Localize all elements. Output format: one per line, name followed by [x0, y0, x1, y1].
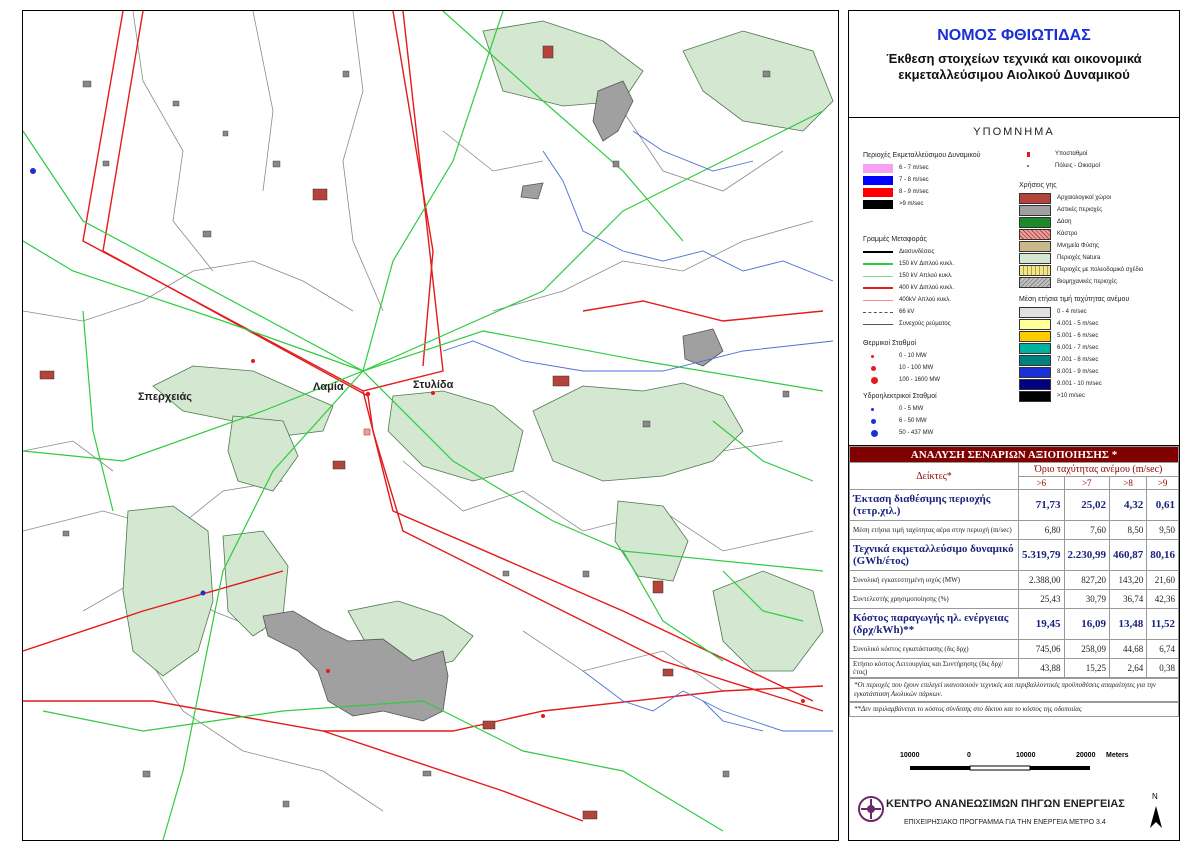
- dot-swatch: [1019, 165, 1049, 167]
- scale-bar: [870, 752, 1170, 786]
- legend-label: Διασυνδέσεις: [899, 249, 935, 255]
- legend-label: 150 kV Διπλού κυκλ.: [899, 261, 954, 267]
- town-label: Λαμία: [313, 381, 344, 393]
- legend-label: Περιοχές με πολεοδομικό σχέδιο: [1057, 267, 1144, 273]
- dot-swatch: [863, 355, 893, 358]
- line-swatch: [863, 300, 893, 301]
- swatch: [1019, 193, 1051, 204]
- dot-swatch: [863, 377, 893, 384]
- line-swatch: [863, 312, 893, 313]
- swatch: [1019, 205, 1051, 216]
- row-label: Τεχνικά εκμεταλλεύσιμο δυναμικό (GWh/έτος): [850, 540, 1019, 571]
- legend-hydro: [863, 393, 937, 439]
- legend-caption: Χρήσεις γης: [1019, 182, 1057, 189]
- legend-label: 4.001 - 5 m/sec: [1057, 321, 1099, 327]
- legend-row: [863, 306, 954, 318]
- scale-unit: Meters: [1106, 752, 1129, 759]
- legend-row: [863, 403, 937, 415]
- scale-label: 20000: [1076, 752, 1096, 759]
- line-swatch: [863, 251, 893, 253]
- legend-caption: Περιοχές Εκμεταλλεύσιμου Δυναμικού: [863, 152, 981, 159]
- legend-label: Περιοχές Natura: [1057, 255, 1101, 261]
- cell-value: 745,06: [1019, 640, 1065, 659]
- swatch: [1019, 331, 1051, 342]
- legend-row: [863, 162, 980, 174]
- legend-label: 66 kV: [899, 309, 915, 315]
- legend-title: ΥΠΟΜΝΗΜΑ: [973, 126, 1055, 138]
- legend-row: [1019, 204, 1143, 216]
- legend-label: Κάστρο: [1057, 231, 1078, 237]
- cell-value: 460,87: [1110, 540, 1147, 571]
- dot-swatch: [863, 408, 893, 411]
- legend-label: Αρχαιολογικοί χώροι: [1057, 195, 1112, 201]
- legend-caption: Γραμμές Μεταφοράς: [863, 236, 927, 243]
- legend-label: >9 m/sec: [899, 201, 924, 207]
- legend-wind-areas: [863, 152, 980, 210]
- swatch: [863, 188, 893, 197]
- legend-row: [1019, 192, 1143, 204]
- legend-label: Υποσταθμοί: [1055, 151, 1088, 157]
- swatch: [1019, 319, 1051, 330]
- legend-row: [1019, 252, 1143, 264]
- table-row: [850, 521, 1179, 540]
- cell-value: 4,32: [1110, 490, 1147, 521]
- scenario-table: [849, 446, 1179, 678]
- legend-label: 9.001 - 10 m/sec: [1057, 381, 1102, 387]
- legend-row: [1019, 276, 1143, 288]
- legend-row: [863, 174, 980, 186]
- legend-row: [863, 258, 954, 270]
- swatch: [1019, 307, 1051, 318]
- cell-value: 5.319,79: [1019, 540, 1065, 571]
- legend-land-use: [1019, 182, 1143, 288]
- cell-value: 30,79: [1064, 590, 1110, 609]
- footnote-2: **Δεν περιλαμβάνεται το κόστος σύνδεσης στο δίκτυο και το κόστος της οδοποιίας: [849, 702, 1179, 717]
- swatch: [1019, 265, 1051, 276]
- legend-row: [863, 415, 937, 427]
- legend-label: 0 - 5 MW: [899, 406, 924, 412]
- row-label: Συνολική εγκατεστημένη ισχύς (MW): [850, 571, 1019, 590]
- row-label: Μέση ετήσια τιμή ταχύτητας αέρα στην περιοχή (m/sec): [850, 521, 1019, 540]
- legend-row: [1019, 330, 1129, 342]
- castle-marker: [364, 429, 370, 435]
- table-title: ΑΝΑΛΥΣΗ ΣΕΝΑΡΙΩΝ ΑΞΙΟΠΟΙΗΣΗΣ *: [850, 447, 1179, 463]
- legend-row: [1019, 390, 1129, 402]
- dot-swatch: [863, 430, 893, 437]
- swatch: [863, 164, 893, 173]
- legend-row: [863, 198, 980, 210]
- legend-mean-speed: [1019, 296, 1129, 402]
- line-swatch: [863, 263, 893, 265]
- legend-transmission: [863, 236, 954, 330]
- legend-label: 6 - 7 m/sec: [899, 165, 929, 171]
- town-label: Στυλίδα: [413, 379, 454, 391]
- analysis-table: [849, 446, 1179, 717]
- legend-label: >10 m/sec: [1057, 393, 1085, 399]
- line-swatch: [863, 287, 893, 289]
- map-canvas: [23, 11, 838, 840]
- col-indicator-header: Δείκτες*: [850, 463, 1019, 490]
- swatch: [1019, 253, 1051, 264]
- cell-value: 827,20: [1064, 571, 1110, 590]
- town-label: Σπερχειάς: [138, 391, 192, 403]
- table-row: [850, 490, 1179, 521]
- legend-row: [863, 350, 940, 362]
- legend-row: [1019, 378, 1129, 390]
- cell-value: 6,74: [1147, 640, 1179, 659]
- footer: [848, 790, 1178, 839]
- legend-label: Βιομηχανικές περιοχές: [1057, 279, 1117, 285]
- cell-value: 2.388,00: [1019, 571, 1065, 590]
- col-limit-header: Όριο ταχύτητας ανέμου (m/sec): [1019, 463, 1179, 477]
- legend-row: [863, 270, 954, 282]
- cell-value: 2.230,99: [1064, 540, 1110, 571]
- swatch: [1019, 391, 1051, 402]
- legend-label: 50 - 437 MW: [899, 430, 934, 436]
- legend-row: [1019, 216, 1143, 228]
- row-label: Συντελεστής χρησιμοποίησης (%): [850, 590, 1019, 609]
- page-title: ΝΟΜΟΣ ΦΘΙΩΤΙΔΑΣ: [937, 27, 1091, 44]
- swatch: [1019, 241, 1051, 252]
- legend-label: Μνημεία Φύσης: [1057, 243, 1099, 249]
- cell-value: 7,60: [1064, 521, 1110, 540]
- legend-row: [863, 374, 940, 386]
- legend-points: [1019, 148, 1100, 172]
- cell-value: 43,88: [1019, 659, 1065, 678]
- legend-label: 6.001 - 7 m/sec: [1057, 345, 1099, 351]
- page-subtitle: Έκθεση στοιχείων τεχνικά και οικονομικά εκμεταλλεύσιμου Αιολικού Δυναμικού: [886, 51, 1142, 82]
- title-block: [849, 11, 1179, 118]
- cell-value: 258,09: [1064, 640, 1110, 659]
- legend-caption: Θερμικοί Σταθμοί: [863, 340, 917, 347]
- legend-label: 10 - 100 MW: [899, 365, 934, 371]
- info-panel: [848, 10, 1180, 841]
- program-name: ΕΠΙΧΕΙΡΗΣΙΑΚΟ ΠΡΟΓΡΑΜΜΑ ΓΙΑ ΤΗΝ ΕΝΕΡΓΕΙΑ ΜΕΤΡΟ 3.4: [904, 819, 1106, 826]
- row-label: Έκταση διαθέσιμης περιοχής (τετρ.χιλ.): [850, 490, 1019, 521]
- dot-swatch: [863, 366, 893, 371]
- legend-label: 6 - 50 MW: [899, 418, 927, 424]
- cell-value: 6,80: [1019, 521, 1065, 540]
- scale-label: 10000: [900, 752, 920, 759]
- legend-label: Δάση: [1057, 219, 1072, 225]
- legend-row: [1019, 318, 1129, 330]
- legend-label: 100 - 1600 MW: [899, 377, 941, 383]
- legend-caption: Υδροηλεκτρικοί Σταθμοί: [863, 393, 937, 400]
- legend-label: Αστικές περιοχές: [1057, 207, 1103, 213]
- threshold-header: >8: [1110, 477, 1147, 490]
- legend-label: 5.001 - 6 m/sec: [1057, 333, 1099, 339]
- legend-label: 8.001 - 9 m/sec: [1057, 369, 1099, 375]
- threshold-header: >7: [1064, 477, 1110, 490]
- scale-label: 10000: [1016, 752, 1036, 759]
- cell-value: 42,36: [1147, 590, 1179, 609]
- north-label: N: [1152, 792, 1158, 801]
- cell-value: 8,50: [1110, 521, 1147, 540]
- legend-label: 150 kV Απλού κυκλ.: [899, 273, 953, 279]
- dot-swatch: [1019, 152, 1049, 157]
- threshold-header: >9: [1147, 477, 1179, 490]
- legend: [849, 118, 1179, 446]
- legend-label: 0 - 4 m/sec: [1057, 309, 1087, 315]
- legend-row: [1019, 228, 1143, 240]
- swatch: [1019, 229, 1051, 240]
- cell-value: 143,20: [1110, 571, 1147, 590]
- natura-areas: [123, 21, 833, 676]
- legend-row: [1019, 342, 1129, 354]
- legend-row: [863, 246, 954, 258]
- cell-value: 80,16: [1147, 540, 1179, 571]
- footnote-1: *Οι περιοχές που έχουν επιλεγεί ικανοποιούν τεχνικές και περιβαλλοντικές προϋποθέσεις απαραίτητες για την εγκατάσταση Αιολικών πάρκων.: [849, 678, 1179, 702]
- table-row: [850, 571, 1179, 590]
- table-row: [850, 640, 1179, 659]
- cell-value: 2,64: [1110, 659, 1147, 678]
- legend-row: [1019, 240, 1143, 252]
- legend-row: [863, 186, 980, 198]
- cell-value: 36,74: [1110, 590, 1147, 609]
- row-label: Συνολικό κόστος εγκατάστασης (δις δρχ): [850, 640, 1019, 659]
- legend-row: [1019, 264, 1143, 276]
- organization-name: ΚΕΝΤΡΟ ΑΝΑΝΕΩΣΙΜΩΝ ΠΗΓΩΝ ΕΝΕΡΓΕΙΑΣ: [886, 798, 1125, 810]
- legend-label: 8 - 9 m/sec: [899, 189, 929, 195]
- cell-value: 44,68: [1110, 640, 1147, 659]
- swatch: [1019, 355, 1051, 366]
- scale-label: 0: [967, 752, 971, 759]
- swatch: [863, 176, 893, 185]
- cell-value: 15,25: [1064, 659, 1110, 678]
- north-arrow-icon: [1148, 802, 1164, 830]
- cell-value: 16,09: [1064, 609, 1110, 640]
- row-label: Κόστος παραγωγής ηλ. ενέργειας (δρχ/kWh)**: [850, 609, 1019, 640]
- cell-value: 25,02: [1064, 490, 1110, 521]
- swatch: [863, 200, 893, 209]
- legend-label: 400 kV Διπλού κυκλ.: [899, 285, 954, 291]
- dot-swatch: [863, 419, 893, 424]
- swatch: [1019, 217, 1051, 228]
- line-swatch: [863, 276, 893, 277]
- legend-row: [1019, 354, 1129, 366]
- swatch: [1019, 343, 1051, 354]
- table-row: [850, 659, 1179, 678]
- cell-value: 0,38: [1147, 659, 1179, 678]
- table-row: [850, 609, 1179, 640]
- legend-thermal: [863, 340, 940, 386]
- line-swatch: [863, 324, 893, 325]
- swatch: [1019, 277, 1051, 288]
- legend-label: 7 - 8 m/sec: [899, 177, 929, 183]
- legend-caption: Μέση ετήσια τιμή ταχύτητας ανέμου: [1019, 296, 1130, 303]
- cell-value: 19,45: [1019, 609, 1065, 640]
- cell-value: 11,52: [1147, 609, 1179, 640]
- cell-value: 0,61: [1147, 490, 1179, 521]
- legend-row: [863, 318, 954, 330]
- legend-label: Πόλεις - Οικισμοί: [1055, 163, 1100, 169]
- threshold-header: >6: [1019, 477, 1065, 490]
- table-row: [850, 540, 1179, 571]
- legend-row: [863, 427, 937, 439]
- cell-value: 71,73: [1019, 490, 1065, 521]
- cell-value: 9,50: [1147, 521, 1179, 540]
- swatch: [1019, 367, 1051, 378]
- legend-row: [863, 362, 940, 374]
- table-row: [850, 590, 1179, 609]
- cres-logo-icon: [858, 796, 884, 822]
- legend-label: 0 - 10 MW: [899, 353, 927, 359]
- cell-value: 25,43: [1019, 590, 1065, 609]
- legend-label: Συνεχούς ρεύματος: [899, 321, 951, 327]
- legend-row: [1019, 366, 1129, 378]
- legend-row: [863, 282, 954, 294]
- row-label: Ετήσιο κόστος Λειτουργίας και Συντήρησης (δις δρχ/έτος): [850, 659, 1019, 678]
- legend-row: [1019, 160, 1100, 172]
- legend-label: 400kV Απλού κυκλ.: [899, 297, 951, 303]
- swatch: [1019, 379, 1051, 390]
- cell-value: 21,60: [1147, 571, 1179, 590]
- legend-row: [1019, 306, 1129, 318]
- cell-value: 13,48: [1110, 609, 1147, 640]
- legend-row: [1019, 148, 1100, 160]
- map-area[interactable]: [22, 10, 839, 841]
- legend-row: [863, 294, 954, 306]
- legend-label: 7.001 - 8 m/sec: [1057, 357, 1099, 363]
